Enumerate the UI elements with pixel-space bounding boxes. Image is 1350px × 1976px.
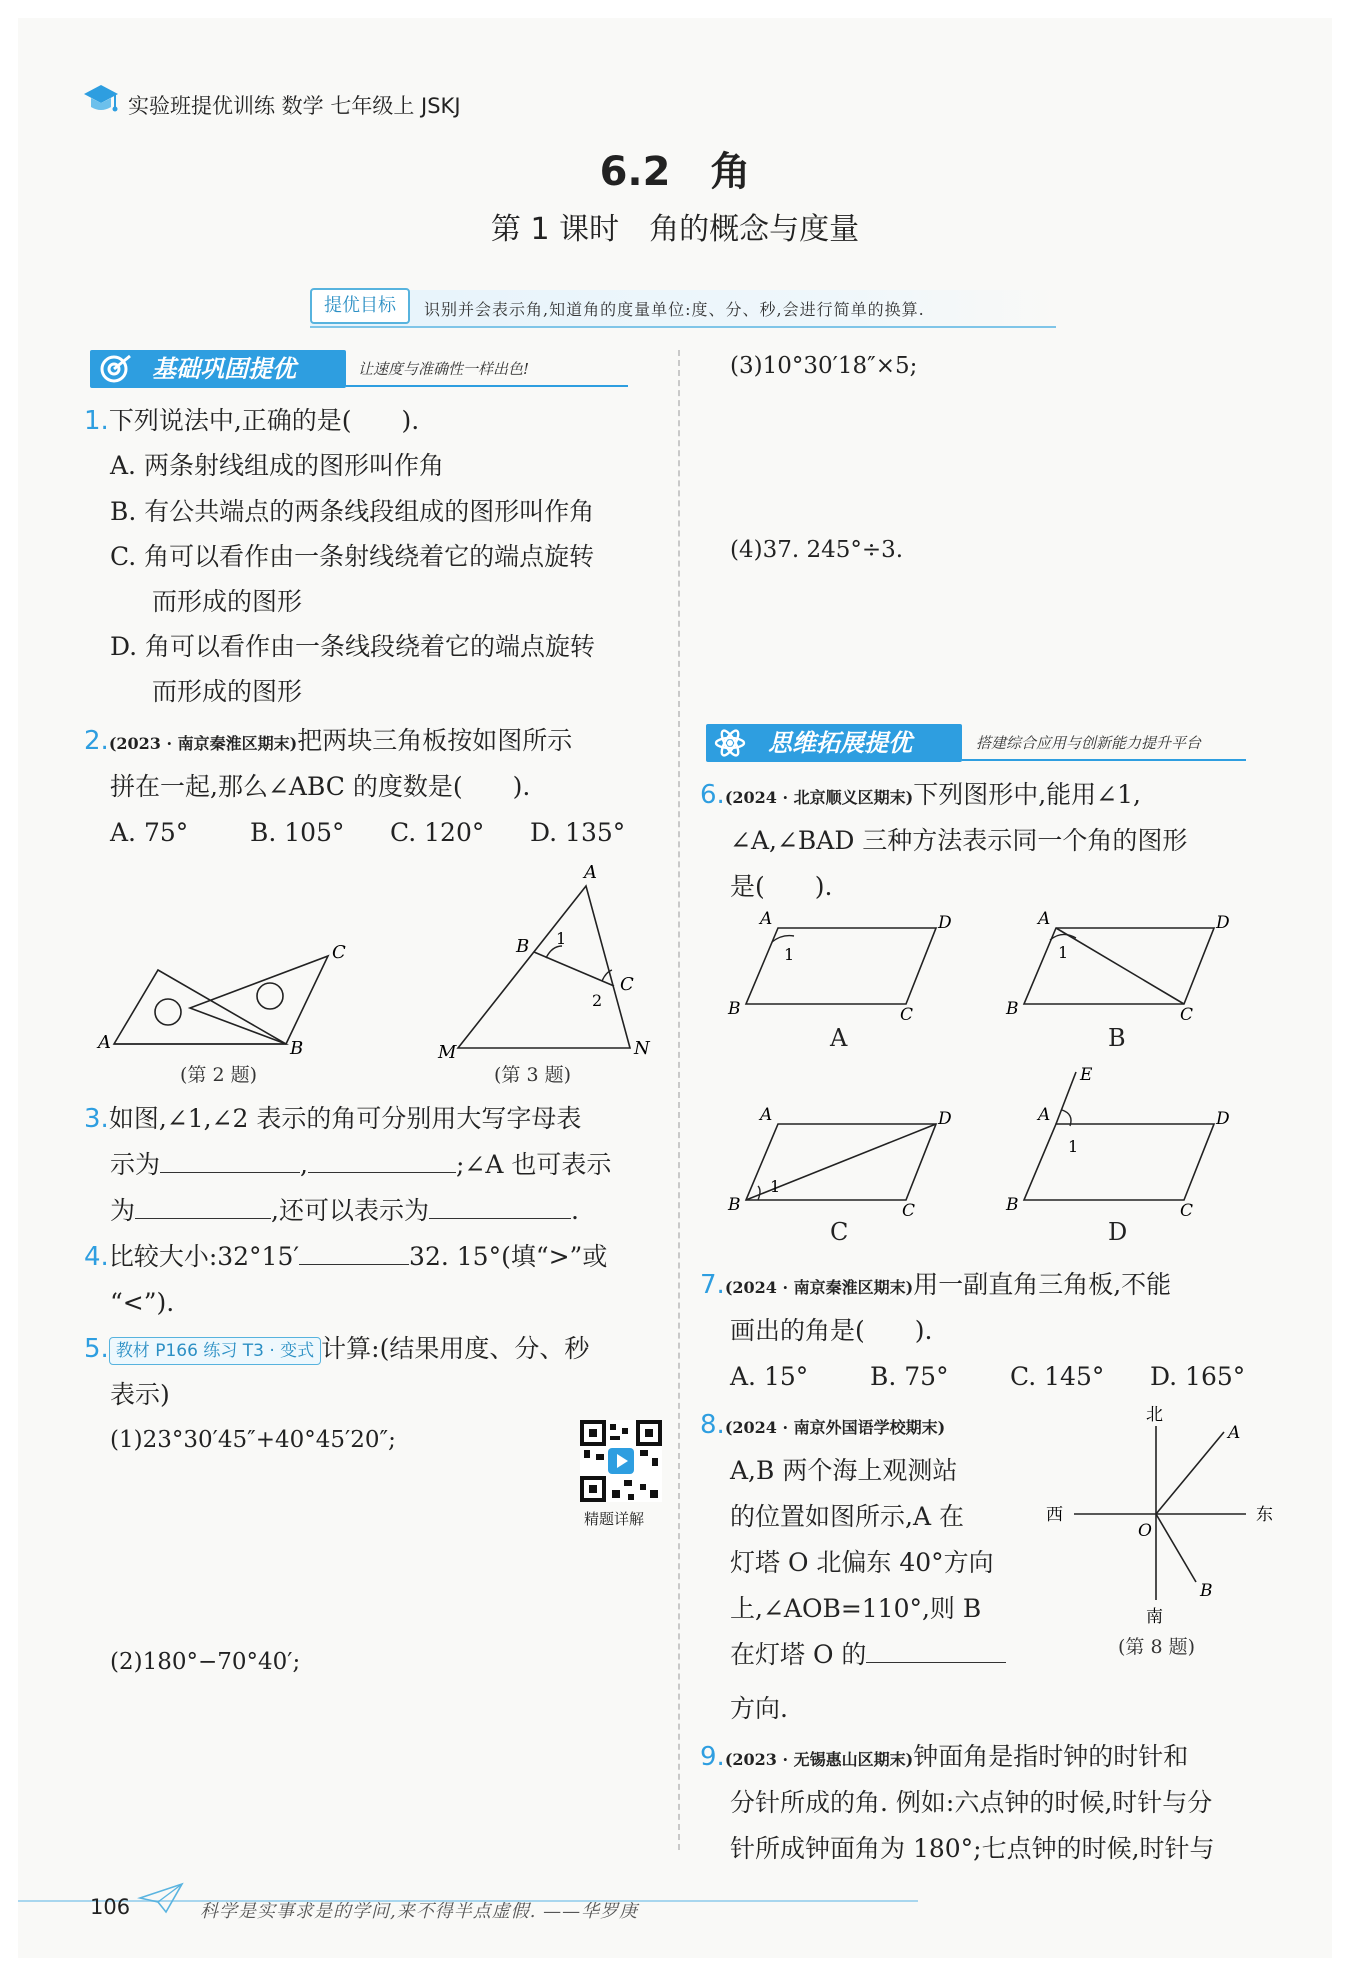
q8-line-3: 灯塔 O 北偏东 40°方向 <box>730 1548 994 1577</box>
point-o-label: O <box>1138 1521 1152 1541</box>
answer-blank[interactable] <box>135 1190 271 1219</box>
answer-blank[interactable] <box>866 1634 1006 1663</box>
question-3-line2 <box>110 1142 611 1187</box>
question-number: 9. <box>700 1742 725 1772</box>
question-number: 2. <box>84 726 109 756</box>
svg-text:A: A <box>760 1105 773 1125</box>
text: 为 <box>110 1196 136 1225</box>
svg-text:B: B <box>728 1195 741 1215</box>
question-number: 6. <box>700 780 725 810</box>
figure-q3-triangle <box>424 862 664 1058</box>
question-stem: 钟面角是指时钟的时针和 <box>913 1742 1189 1771</box>
section-basic-underline <box>346 385 628 387</box>
svg-text:1: 1 <box>770 1177 781 1196</box>
answer-blank[interactable] <box>308 1144 456 1173</box>
svg-text:A: A <box>584 862 597 883</box>
q8-line-4: 上,∠AOB=110°,则 B <box>730 1594 982 1623</box>
q7-option-b: B. 75° <box>870 1362 949 1391</box>
textbook-tag: 教材 P166 练习 T3 · 变式 <box>109 1337 321 1365</box>
q7-option-a: A. 15° <box>730 1362 809 1391</box>
svg-text:C: C <box>620 974 634 995</box>
question-number: 7. <box>700 1270 725 1300</box>
svg-text:2: 2 <box>592 991 603 1010</box>
svg-text:B: B <box>1006 1195 1019 1215</box>
question-8 <box>700 1402 945 1450</box>
graduation-cap-icon <box>82 82 120 116</box>
svg-text:C: C <box>900 1005 914 1020</box>
q5-part-4: (4)37. 245°÷3. <box>730 537 904 563</box>
q6-figure-c <box>722 1104 962 1216</box>
q2-option-b: B. 105° <box>250 818 345 847</box>
q6-label-a: A <box>830 1024 848 1052</box>
answer-blank[interactable] <box>299 1236 409 1265</box>
paper-plane-icon <box>136 1880 186 1916</box>
question-6-stem-cont: ∠A,∠BAD 三种方法表示同一个角的图形 <box>730 826 1188 855</box>
footer-quote: 科学是实事求是的学问,来不得半点虚假. ——华罗庚 <box>200 1901 639 1922</box>
question-6-stem-cont2: 是( ). <box>730 872 833 901</box>
option-c: C. 角可以看作由一条射线绕着它的端点旋转 <box>110 542 595 571</box>
q6-figure-a <box>722 910 962 1020</box>
book-header-title: 实验班提优训练 数学 七年级上 JSKJ <box>128 94 461 118</box>
text: 32. 15°(填“>”或 <box>409 1242 608 1271</box>
q8-line-1: A,B 两个海上观测站 <box>730 1456 958 1485</box>
svg-text:1: 1 <box>1058 943 1069 962</box>
point-a-label: A <box>1228 1423 1241 1443</box>
west-label: 西 <box>1046 1505 1063 1525</box>
svg-text:1: 1 <box>556 929 567 948</box>
q6-figure-b <box>1000 910 1240 1020</box>
question-stem: 用一副直角三角板,不能 <box>913 1270 1172 1299</box>
question-source: (2024 · 南京秦淮区期末) <box>724 1278 914 1297</box>
text: 示为 <box>110 1150 161 1179</box>
svg-text:D: D <box>938 1109 952 1129</box>
q8-line-5 <box>730 1632 1006 1677</box>
figure-q2-triangles <box>96 940 356 1060</box>
east-label: 东 <box>1256 1505 1273 1525</box>
q6-label-d: D <box>1108 1218 1128 1246</box>
option-b: B. 有公共端点的两条线段组成的图形叫作角 <box>110 497 595 526</box>
svg-text:1: 1 <box>784 945 795 964</box>
text: 比较大小:32°15′ <box>108 1242 300 1271</box>
text: . <box>570 1196 579 1225</box>
question-number: 1. <box>84 406 109 436</box>
question-3-line3 <box>110 1188 579 1233</box>
question-source: (2023 · 无锡惠山区期末) <box>724 1750 914 1769</box>
question-4 <box>84 1234 607 1280</box>
question-stem: 计算:(结果用度、分、秒 <box>321 1334 590 1363</box>
question-2 <box>84 718 572 766</box>
svg-text:B: B <box>516 936 530 957</box>
north-label: 北 <box>1146 1405 1163 1425</box>
section-extend-underline <box>962 759 1246 761</box>
goal-text: 识别并会表示角,知道角的度量单位:度、分、秒,会进行简单的换算. <box>424 300 925 319</box>
question-7-stem-cont: 画出的角是( ). <box>730 1316 933 1345</box>
answer-blank[interactable] <box>160 1144 300 1173</box>
q9-line-3: 针所成钟面角为 180°;七点钟的时候,时针与 <box>730 1834 1215 1863</box>
svg-text:C: C <box>902 1201 916 1216</box>
figure-q8-caption: (第 8 题) <box>1118 1636 1195 1658</box>
question-stem: 下列说法中,正确的是( ). <box>108 406 420 435</box>
svg-text:D: D <box>938 913 952 933</box>
q7-option-c: C. 145° <box>1010 1362 1105 1391</box>
svg-text:1: 1 <box>1068 1137 1079 1156</box>
svg-text:M: M <box>438 1042 457 1058</box>
option-d: D. 角可以看作由一条线段绕着它的端点旋转 <box>110 632 596 661</box>
svg-text:C: C <box>332 942 346 963</box>
svg-text:B: B <box>290 1038 304 1059</box>
svg-text:D: D <box>1216 1109 1230 1129</box>
q5-part-2: (2)180°−70°40′; <box>110 1649 301 1675</box>
qr-code-icon[interactable] <box>580 1420 662 1502</box>
svg-text:D: D <box>1216 913 1230 933</box>
text: 在灯塔 O 的 <box>730 1640 867 1669</box>
svg-text:N: N <box>634 1038 650 1058</box>
section-title: 6.2 角 <box>599 149 751 195</box>
question-source: (2024 · 南京外国语学校期末) <box>724 1418 946 1437</box>
text: ,还可以表示为 <box>271 1196 429 1225</box>
svg-text:C: C <box>1180 1005 1194 1020</box>
question-number: 8. <box>700 1410 725 1440</box>
q9-line-2: 分针所成的角. 例如:六点钟的时候,时针与分 <box>730 1788 1213 1817</box>
question-7 <box>700 1262 1171 1310</box>
q5-part-3: (3)10°30′18″×5; <box>730 353 918 379</box>
q8-line-6: 方向. <box>730 1694 788 1723</box>
section-extend-subtitle: 搭建综合应用与创新能力提升平台 <box>976 734 1202 752</box>
question-1 <box>84 398 419 444</box>
point-b-label: B <box>1200 1581 1213 1601</box>
question-stem: 如图,∠1,∠2 表示的角可分别用大写字母表 <box>108 1104 582 1133</box>
answer-blank[interactable] <box>429 1190 571 1219</box>
svg-text:A: A <box>1038 910 1051 929</box>
figure-q2-caption: (第 2 题) <box>180 1064 257 1086</box>
qr-caption: 精题详解 <box>584 1510 645 1528</box>
svg-text:A: A <box>1038 1105 1051 1125</box>
option-c-cont: 而形成的图形 <box>152 587 303 616</box>
question-number: 3. <box>84 1104 109 1134</box>
question-source: (2023 · 南京秦淮区期末) <box>108 734 298 753</box>
svg-text:A: A <box>760 910 773 929</box>
question-5-stem-cont: 表示) <box>110 1380 170 1409</box>
svg-text:B: B <box>1006 999 1019 1019</box>
q6-label-b: B <box>1108 1024 1126 1052</box>
svg-text:E: E <box>1080 1066 1093 1085</box>
option-a: A. 两条射线组成的图形叫作角 <box>110 451 444 480</box>
text: ;∠A 也可表示 <box>455 1150 612 1179</box>
south-label: 南 <box>1146 1607 1163 1627</box>
section-basic-banner: 基础巩固提优 <box>90 350 346 388</box>
question-stem: 下列图形中,能用∠1, <box>913 780 1141 809</box>
goal-tag: 提优目标 <box>310 288 410 324</box>
svg-text:C: C <box>1180 1201 1194 1216</box>
text: , <box>300 1150 308 1179</box>
lesson-title: 第 1 课时 角的概念与度量 <box>490 212 860 247</box>
option-d-cont: 而形成的图形 <box>152 677 303 706</box>
question-stem: 把两块三角板按如图所示 <box>297 726 573 755</box>
section-extend-banner: 思维拓展提优 <box>706 724 962 762</box>
question-9 <box>700 1734 1188 1782</box>
svg-text:A: A <box>98 1032 111 1053</box>
q5-part-1: (1)23°30′45″+40°45′20″; <box>110 1427 396 1453</box>
q2-option-c: C. 120° <box>390 818 485 847</box>
figure-q8-compass <box>1040 1404 1290 1634</box>
question-2-stem-cont: 拼在一起,那么∠ABC 的度数是( ). <box>110 772 531 801</box>
question-3 <box>84 1096 581 1142</box>
q2-option-d: D. 135° <box>530 818 626 847</box>
column-divider <box>678 350 680 1850</box>
q7-option-d: D. 165° <box>1150 1362 1246 1391</box>
page-number: 106 <box>90 1895 131 1919</box>
figure-q3-caption: (第 3 题) <box>494 1064 571 1086</box>
question-5 <box>84 1326 589 1372</box>
section-basic-subtitle: 让速度与准确性一样出色! <box>358 360 530 378</box>
q6-figure-d <box>1000 1066 1240 1216</box>
q6-label-c: C <box>830 1218 849 1246</box>
svg-text:B: B <box>728 999 741 1019</box>
question-number: 4. <box>84 1242 109 1272</box>
target-icon <box>96 352 136 386</box>
question-6 <box>700 772 1141 820</box>
question-number: 5. <box>84 1334 109 1364</box>
question-source: (2024 · 北京顺义区期末) <box>724 788 914 807</box>
q8-line-2: 的位置如图所示,A 在 <box>730 1502 964 1531</box>
question-4-line2: “<”). <box>110 1288 175 1317</box>
q2-option-a: A. 75° <box>110 818 189 847</box>
atom-icon <box>712 726 752 760</box>
